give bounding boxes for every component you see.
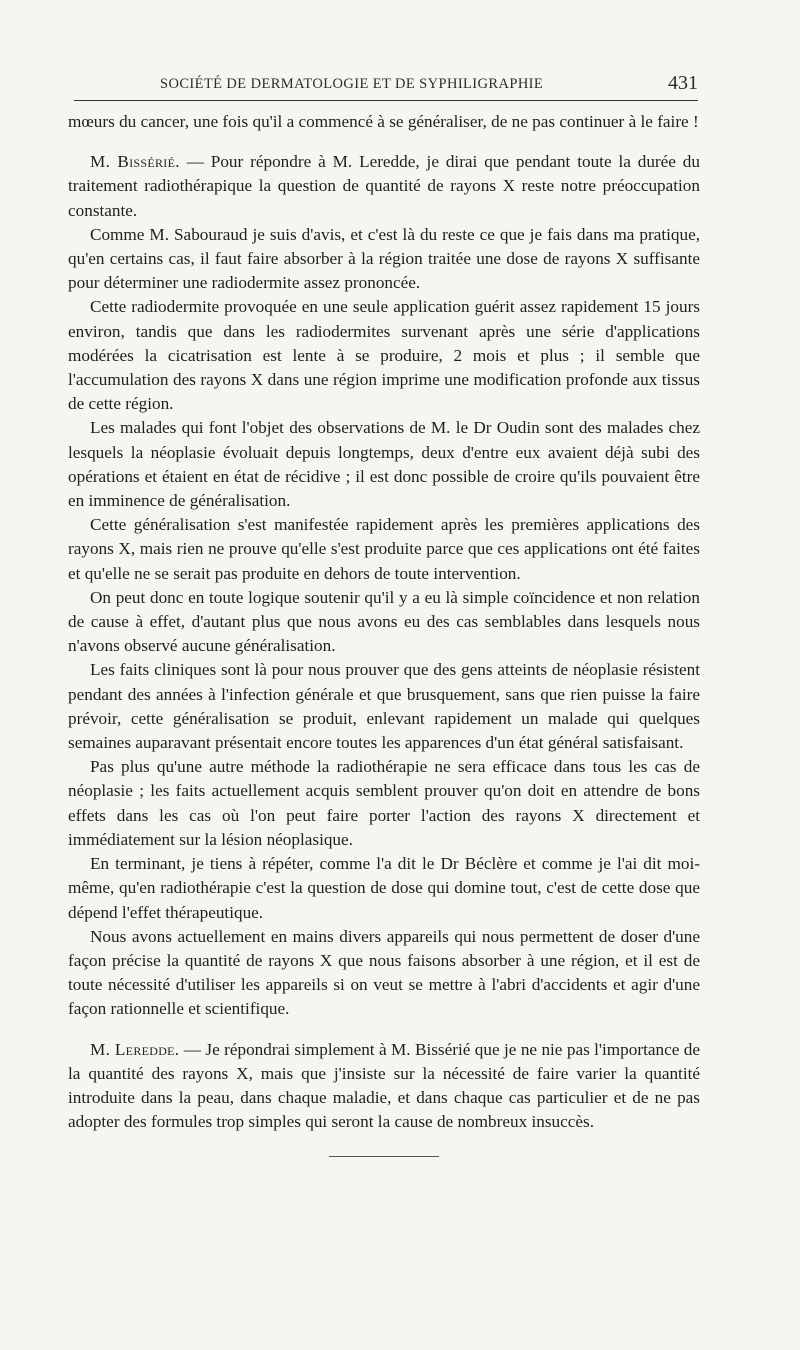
paragraph-7-text: On peut donc en toute logique soutenir qu'il y a eu là simple coïncidence et non relation de cause à effet, d'autant plus que nous avons eu des cas semblables dans lesquels nous n'avons observé aucune généralisation.: [68, 587, 700, 656]
paragraph-10-text: En terminant, je tiens à répéter, comme l'a dit le Dr Béclère et comme je l'ai dit moi-même, qu'en radiothérapie c'est la question de dose qui domine tout, c'est de cette dose que dépend l'effet thérapeutique.: [68, 854, 700, 922]
speaker-name: M. Bissérié.: [90, 152, 180, 172]
paragraph-2-text: — Pour répondre à M. Leredde, je dirai que pendant toute la durée du traitement radiothérapique la question de quantité de rayons X reste notre préoccupation constante.: [68, 152, 700, 220]
paragraph-4: [68, 295, 700, 416]
running-head: [68, 72, 700, 102]
header-rule: [74, 100, 698, 101]
paragraph-12-text: — Je répondrai simplement à M. Bissérié que je ne nie pas l'importance de la quantité des rayons X, mais que j'insiste sur la nécessité de faire varier la quantité introduite dans la peau, dans chaque maladie, et dans chaque cas particulier et de ne pas adopter des formules trop simples qui seront la cause de nombreux insuccès.: [68, 1039, 700, 1132]
paragraph-9-text: Pas plus qu'une autre méthode la radiothérapie ne sera efficace dans tous les cas de néoplasie ; les faits actuellement acquis semblent prouver qu'on doit en attendre de bons effets dans les cas où l'on peut faire porter l'action des rayons X directement et immédiatement sur la lésion néoplasique.: [68, 757, 700, 849]
paragraph-6-text: Cette généralisation s'est manifestée rapidement après les premières applications des rayons X, mais rien ne prouve qu'elle s'est produite parce que ces applications ont été faites et qu'elle ne se serait pas produite en dehors de toute intervention.: [68, 515, 700, 583]
paragraph-8-text: Les faits cliniques sont là pour nous prouver que des gens atteints de néoplasie résistent pendant des années à l'infection générale et que brusquement, sans que rien puisse la faire prévoir, cette généralisation se produit, enlevant rapidement un malade qui quelques semaines auparavant présentait encore toutes les apparences d'un état général satisfaisant.: [68, 660, 700, 753]
paragraph-6: [68, 513, 700, 586]
speaker-name: M. Leredde.: [90, 1039, 180, 1059]
body-text: [68, 110, 700, 1134]
running-title: SOCIÉTÉ DE DERMATOLOGIE ET DE SYPHILIGRAPHIE: [160, 76, 544, 92]
page-number: 431: [668, 72, 698, 94]
end-rule: [329, 1156, 439, 1157]
paragraph-11: [68, 925, 700, 1022]
paragraph-3: [68, 223, 700, 296]
paragraph-1: [68, 110, 700, 134]
paragraph-5: [68, 416, 700, 513]
paragraph-2: [68, 150, 700, 223]
paragraph-11-text: Nous avons actuellement en mains divers appareils qui nous permettent de doser d'une façon précise la quantité de rayons X que nous faisons absorber à une région, et il est de toute nécessité d'utiliser les appareils si on veut se mettre à l'abri d'accidents et agir d'une façon rationnelle et scientifique.: [68, 926, 700, 1019]
paragraph-4-text: Cette radiodermite provoquée en une seule application guérit assez rapidement 15 jours environ, tandis que dans les radiodermites survenant après une série d'applications modérées la cicatrisation est lente à se produire, 2 mois et plus ; il semble que l'accumulation des rayons X dans une région imprime une modification profonde aux tissus de cette région.: [68, 297, 700, 414]
paragraph-12: [68, 1038, 700, 1135]
paragraph-8: [68, 658, 700, 755]
paragraph-9: [68, 755, 700, 852]
page: [68, 72, 700, 1157]
paragraph-1-text: mœurs du cancer, une fois qu'il a commencé à se généraliser, de ne pas continuer à le faire !: [68, 112, 699, 131]
paragraph-10: [68, 852, 700, 925]
paragraph-7: [68, 586, 700, 659]
paragraph-5-text: Les malades qui font l'objet des observations de M. le Dr Oudin sont des malades chez lesquels la néoplasie évoluait depuis longtemps, deux d'entre eux avaient déjà subi des opérations et étaient en état de récidive ; il est donc possible de croire qu'ils pouvaient être en imminence de généralisation.: [68, 418, 700, 511]
paragraph-3-text: Comme M. Sabouraud je suis d'avis, et c'est là du reste ce que je fais dans ma pratique, qu'en certains cas, il faut faire absorber à la région traitée une dose de rayons X suffisante pour déterminer une radiodermite assez prononcée.: [68, 224, 700, 293]
